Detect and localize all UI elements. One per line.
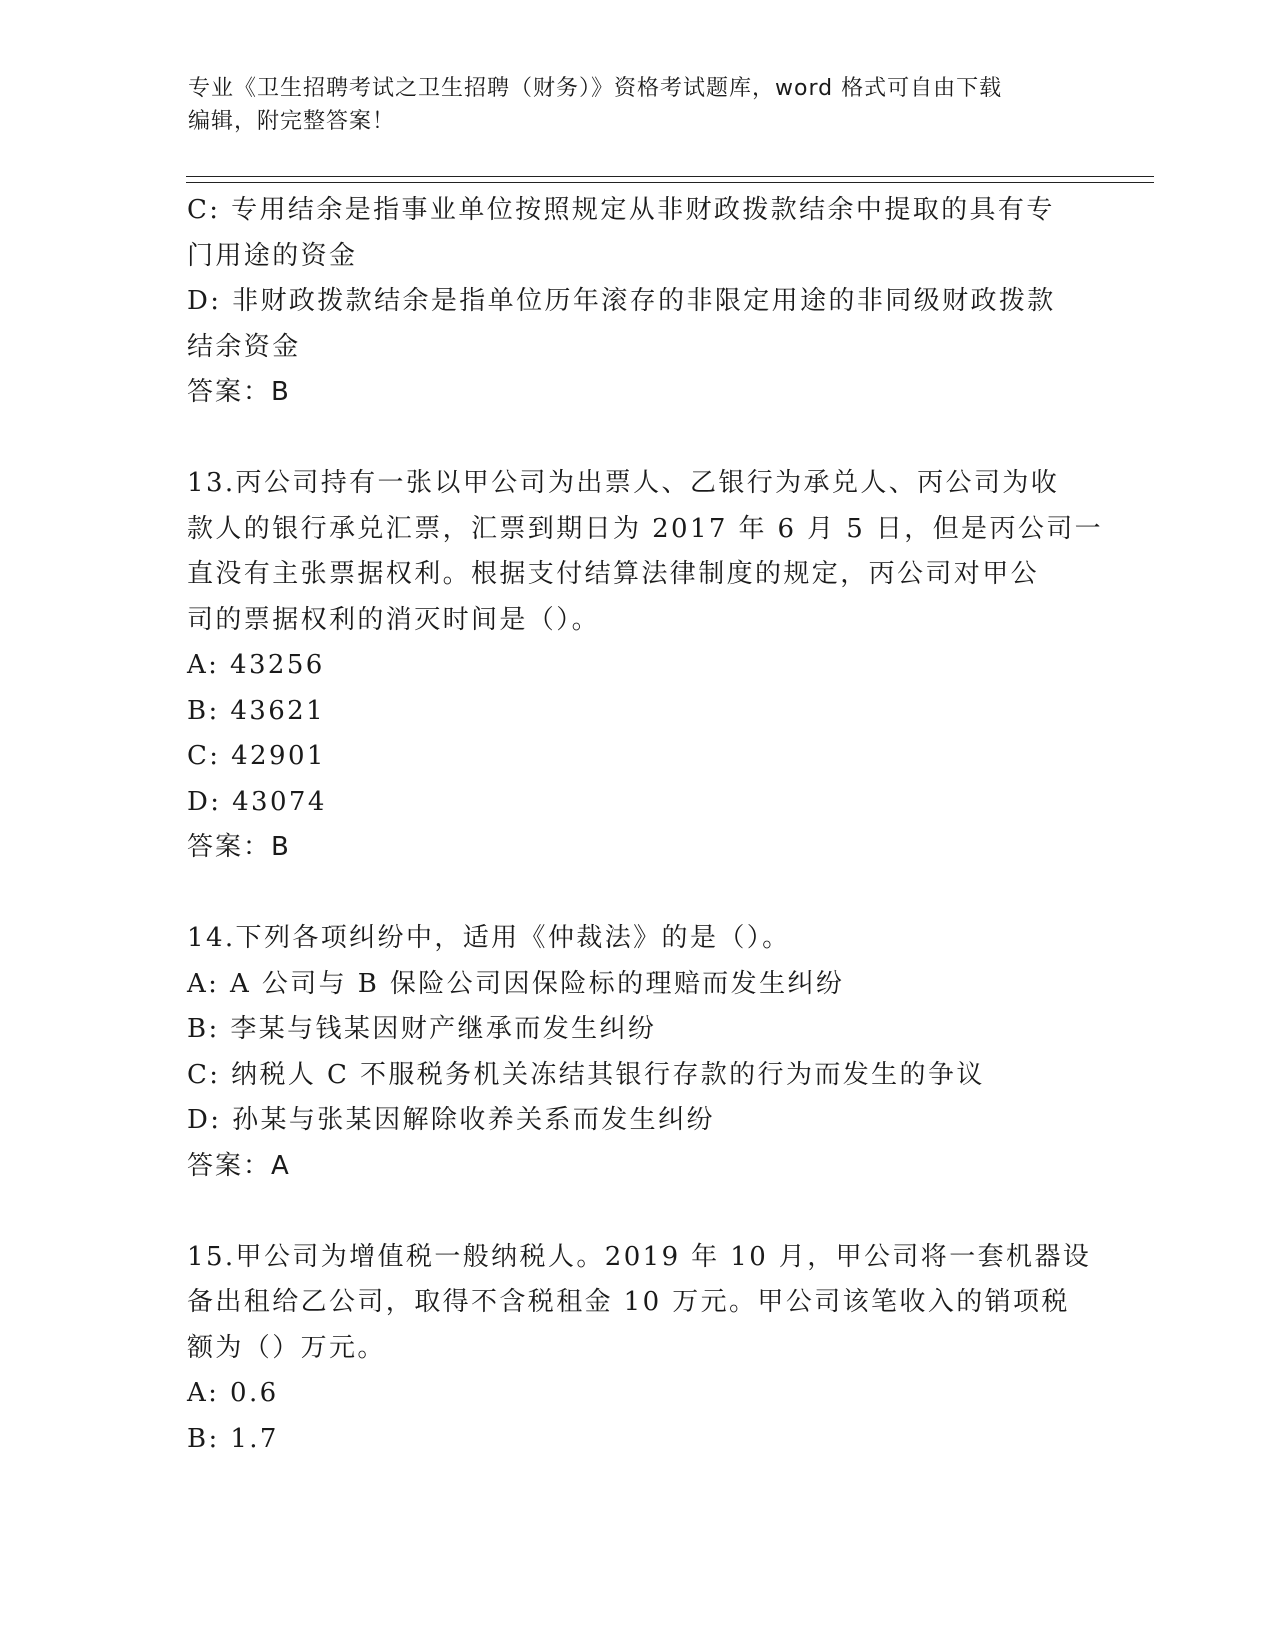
spacer	[187, 1189, 1067, 1235]
option-d-line-2: 结余资金	[187, 331, 301, 362]
question-15-stem-line-3: 额为（）万元。	[187, 1332, 386, 1363]
question-13-option-b: B: 43621	[187, 695, 326, 726]
question-13-option-a: A: 43256	[187, 650, 325, 680]
question-14-option-d: D: 孙某与张某因解除收养关系而发生纠纷	[187, 1105, 715, 1135]
option-c-line-2: 门用途的资金	[187, 240, 358, 271]
header-note-line-2: 编辑，附完整答案！	[188, 109, 396, 134]
question-14	[187, 916, 1067, 1189]
question-15-option-b: B: 1.7	[187, 1423, 279, 1454]
question-13-option-d: D: 43074	[187, 786, 327, 817]
question-13-stem-line-1: 13.丙公司持有一张以甲公司为出票人、乙银行为承兑人、丙公司为收	[187, 468, 1060, 498]
question-13-stem-line-4: 司的票据权利的消灭时间是（）。	[187, 604, 601, 635]
question-15-stem-line-1: 15.甲公司为增值税一般纳税人。2019 年 10 月，甲公司将一套机器设	[187, 1241, 1092, 1272]
question-12-tail	[187, 188, 1067, 416]
answer-13: 答案：B	[187, 832, 291, 862]
option-c-line-1: C: 专用结余是指事业单位按照规定从非财政拨款结余中提取的具有专	[187, 195, 1055, 225]
header-rule-bottom	[186, 182, 1154, 183]
question-15-option-a: A: 0.6	[187, 1378, 279, 1408]
answer-12: 答案：B	[187, 377, 291, 407]
question-13-stem-line-2: 款人的银行承兑汇票，汇票到期日为 2017 年 6 月 5 日，但是丙公司一	[187, 513, 1104, 544]
spacer	[187, 416, 1067, 462]
question-14-option-c: C: 纳税人 C 不服税务机关冻结其银行存款的行为而发生的争议	[187, 1059, 985, 1090]
option-d-line-1: D: 非财政拨款结余是指单位历年滚存的非限定用途的非同级财政拨款	[187, 286, 1056, 316]
header-rule-top	[186, 176, 1154, 177]
header-note-line-1: 专业《卫生招聘考试之卫生招聘（财务）》资格考试题库，word 格式可自由下载	[188, 76, 1003, 101]
question-14-option-b: B: 李某与钱某因财产继承而发生纠纷	[187, 1014, 657, 1044]
header-note	[188, 72, 1068, 138]
question-15-stem-line-2: 备出租给乙公司，取得不含税租金 10 万元。甲公司该笔收入的销项税	[187, 1287, 1070, 1317]
spacer	[187, 871, 1067, 917]
question-list	[187, 188, 1104, 1462]
question-13-stem-line-3: 直没有主张票据权利。根据支付结算法律制度的规定，丙公司对甲公	[187, 559, 1040, 589]
question-14-stem-line-1: 14.下列各项纠纷中，适用《仲裁法》的是（）。	[187, 923, 791, 953]
question-14-option-a: A: A 公司与 B 保险公司因保险标的理赔而发生纠纷	[187, 968, 845, 999]
question-13-option-c: C: 42901	[187, 741, 326, 771]
answer-14: 答案：A	[187, 1150, 291, 1181]
question-15	[187, 1235, 1092, 1463]
question-13	[187, 461, 1104, 871]
